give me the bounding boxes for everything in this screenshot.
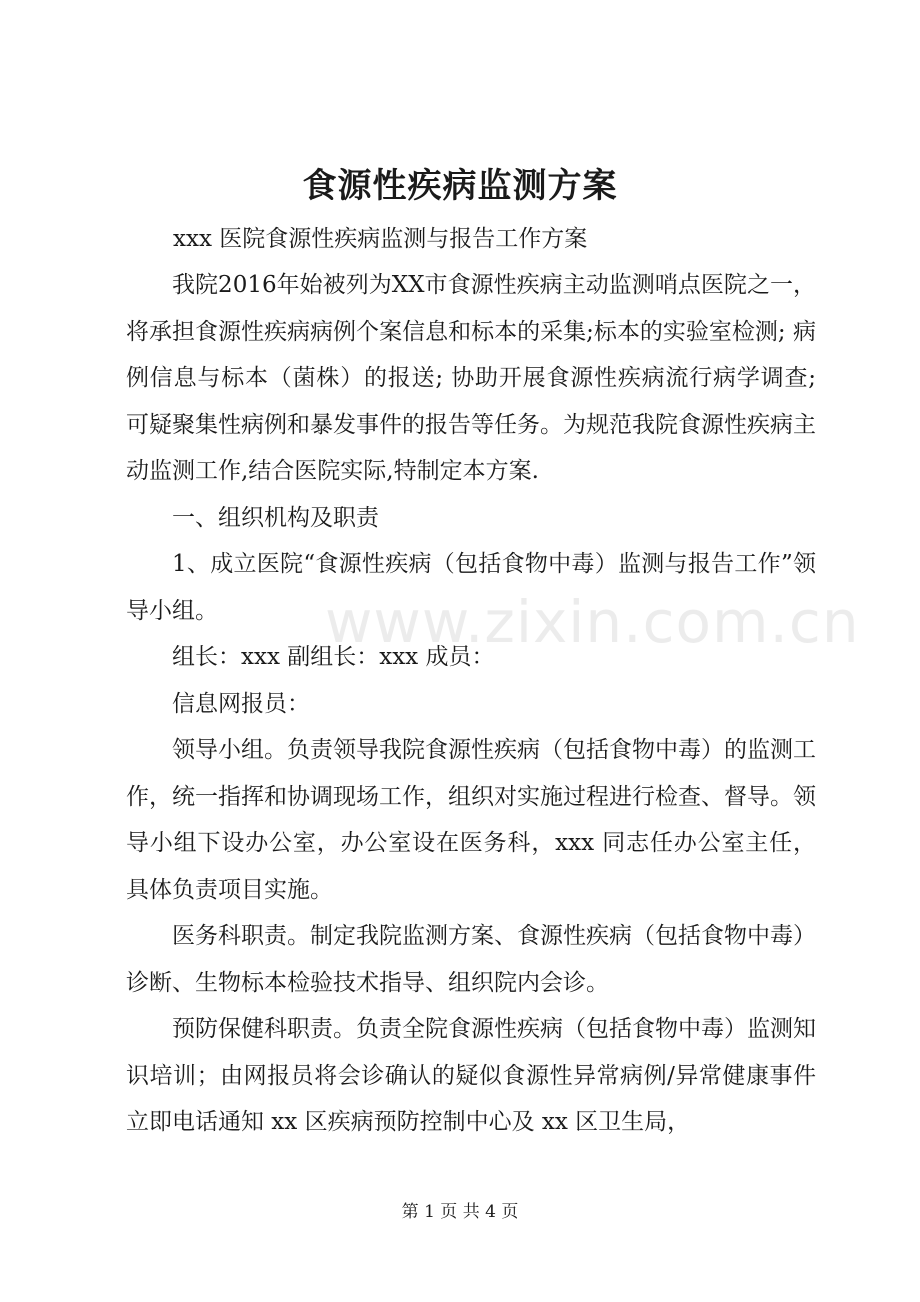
- paragraph: 信息网报员：: [172, 690, 310, 717]
- paragraph: 组长：xxx 副组长：xxx 成员：: [172, 644, 495, 670]
- document-body: [126, 262, 816, 1146]
- section-heading: 一、组织机构及职责: [172, 504, 379, 531]
- paragraph: 医务科职责。制定我院监测方案、食源性疾病（包括食物中毒）诊断、生物标本检验技术指导、组织院内会诊。: [126, 923, 816, 996]
- document-subtitle: xxx 医院食源性疾病监测与报告工作方案: [173, 226, 588, 252]
- page-footer: 第 1 页 共 4 页: [401, 1202, 519, 1222]
- paragraph: 领导小组。负责领导我院食源性疾病（包括食物中毒）的监测工作，统一指挥和协调现场工作，组织对实施过程进行检查、督导。领导小组下设办公室，办公室设在医务科，xxx 同志任办公室主任，具体负责项目实施。: [126, 737, 816, 903]
- paragraph: 我院2016年始被列为XX市食源性疾病主动监测哨点医院之一，将承担食源性疾病病例个案信息和标本的采集;标本的实验室检测; 病例信息与标本（菌株）的报送; 协助开展食源性疾病流行病学调查; 可疑聚集性病例和暴发事件的报告等任务。为规范我院食源性疾病主动监测工作,结合医院实际,特制定本方案.: [126, 272, 816, 484]
- document-title: 食源性疾病监测方案: [302, 166, 618, 206]
- watermark: www.zixin.com.cn: [325, 588, 860, 656]
- paragraph: 1、成立医院“食源性疾病（包括食物中毒）监测与报告工作”领导小组。: [126, 551, 816, 624]
- paragraph: 预防保健科职责。负责全院食源性疾病（包括食物中毒）监测知识培训；由网报员将会诊确认的疑似食源性异常病例/异常健康事件立即电话通知 xx 区疾病预防控制中心及 xx 区卫生局，: [126, 1016, 816, 1135]
